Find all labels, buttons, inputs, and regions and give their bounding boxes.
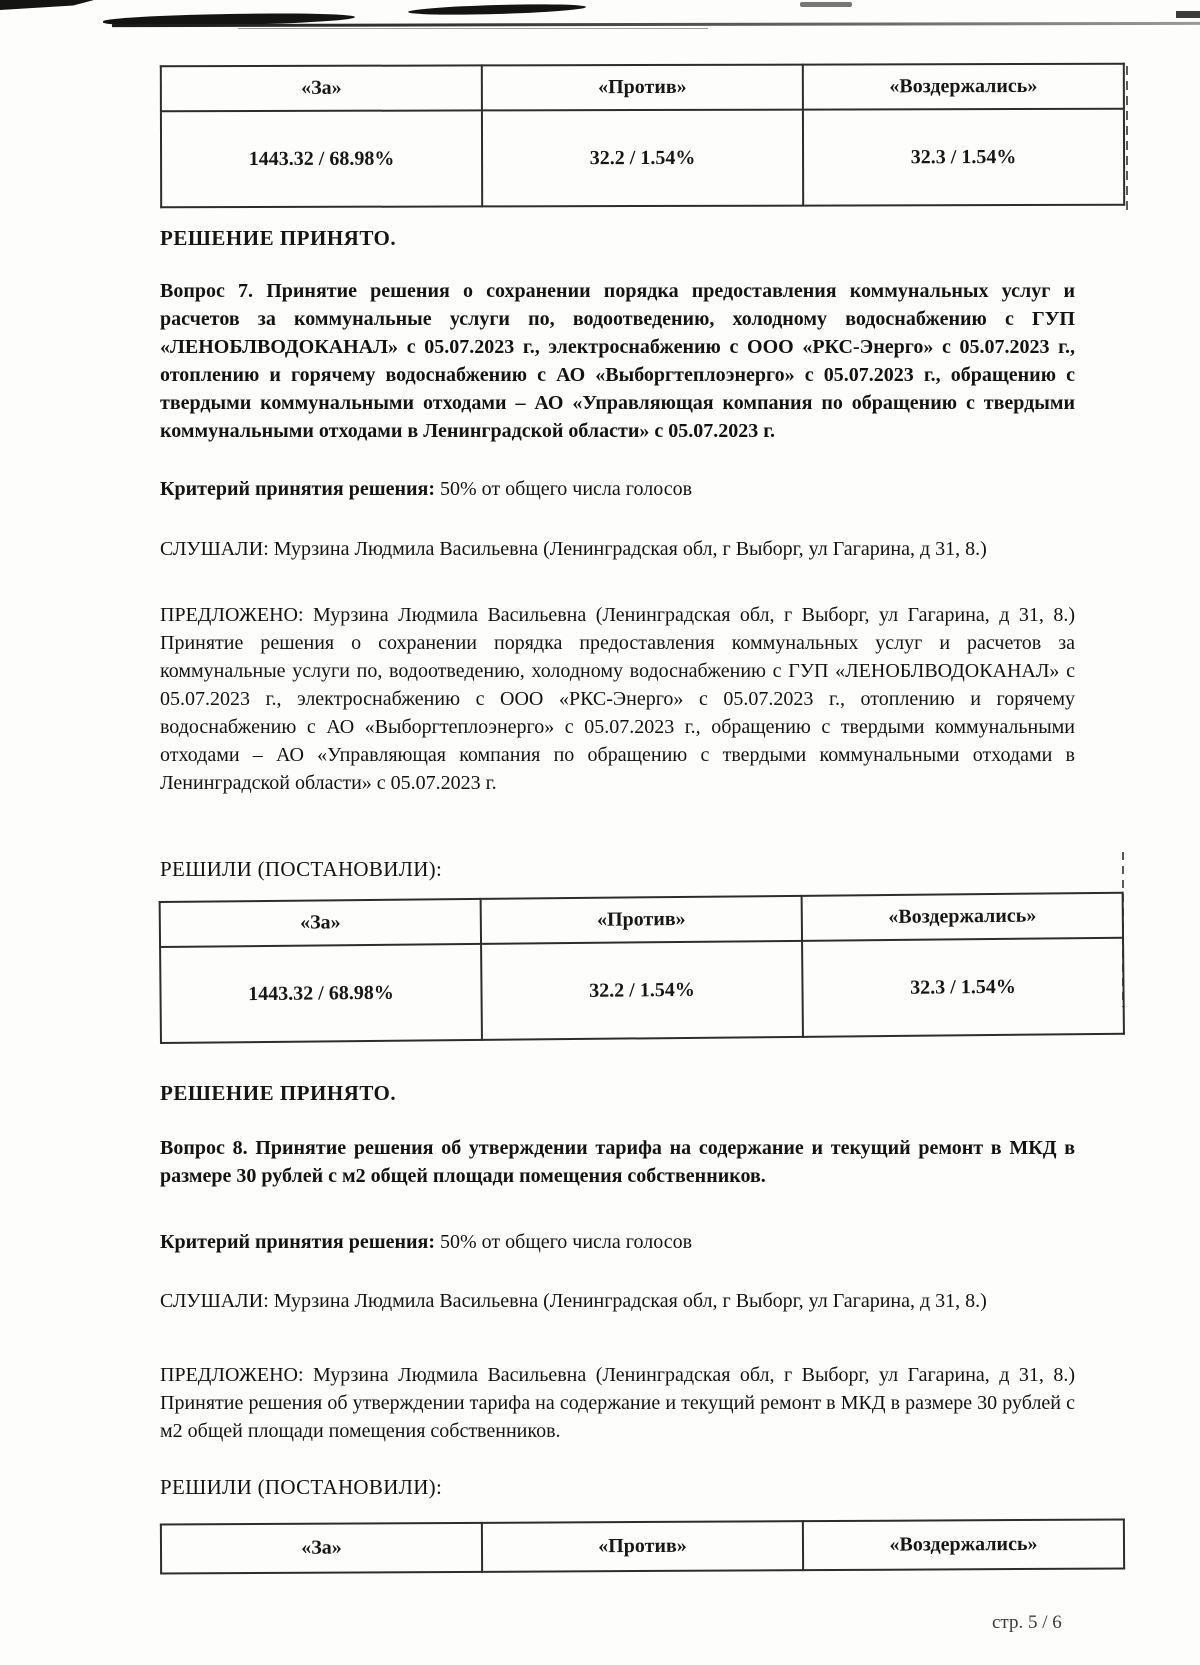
vote-header-za: «За» — [160, 899, 481, 947]
vote-table-value-row — [160, 938, 1124, 1043]
scan-artifact — [1176, 11, 1200, 18]
vote-results-table-q7 — [159, 892, 1128, 1044]
resolved-label-q8: РЕШИЛИ (ПОСТАНОВИЛИ): — [160, 1475, 443, 1499]
vote-value-vozderzhalis: 32.3 / 1.54% — [802, 938, 1124, 1037]
criterion-line — [160, 1228, 1075, 1256]
vote-table-header-row — [161, 64, 1124, 112]
vote-results-table-q6 — [160, 63, 1128, 209]
slushali-paragraph-q7: СЛУШАЛИ: Мурзина Людмила Васильевна (Ленинградская обл, г Выборг, ул Гагарина, д 31, 8.) — [160, 538, 987, 560]
criterion-value: 50% от общего числа голосов — [435, 478, 693, 500]
vote-header-vozderzhalis: «Воздержались» — [803, 1519, 1124, 1570]
decision-accepted-text: РЕШЕНИЕ ПРИНЯТО. — [160, 226, 397, 250]
vote-value-vozderzhalis: 32.3 / 1.54% — [803, 109, 1124, 206]
vote-table-value-row — [161, 109, 1124, 208]
vote-header-protiv: «Против» — [482, 65, 803, 111]
question-7-title: Вопрос 7. Принятие решения о сохранении порядка предоставления коммунальных услуг и расчетов за коммунальные услуги по, водоотведению, холодному водоснабжению с ГУП «ЛЕНОБЛВОДОКАНАЛ» с 05.07.2023 г., электроснабжению с ООО «РКС-Энерго» с 05.07.2023 г., отоплению и горячему водоснабжению с АО «Выборгтеплоэнерго» с 05.07.2023 г., обращению с твердыми коммунальными отходами – АО «Управляющая компания по обращению с твердыми коммунальными отходами в Ленинградской области» с 05.07.2023 г. — [160, 280, 1075, 442]
vote-value-protiv: 32.2 / 1.54% — [481, 941, 803, 1040]
vote-header-protiv: «Против» — [482, 1521, 803, 1572]
vote-header-za: «За» — [161, 65, 482, 111]
vote-header-za: «За» — [161, 1523, 482, 1574]
resolved-label-q7: РЕШИЛИ (ПОСТАНОВИЛИ): — [160, 857, 443, 881]
scan-artifact — [0, 0, 94, 10]
predlozheno-paragraph-q7: ПРЕДЛОЖЕНО: Мурзина Людмила Васильевна (Ленинградская обл, г Выборг, ул Гагарина, д 31, 8.) Принятие решения о сохранении порядка предоставления коммунальных услуг и расчетов за коммунальные услуги по, водоотведению, холодному водоснабжению с ГУП «ЛЕНОБЛВОДОКАНАЛ» с 05.07.2023 г., электроснабжению с ООО «РКС-Энерго» с 05.07.2023 г., отоплению и горячему водоснабжению с АО «Выборгтеплоэнерго» с 05.07.2023 г., обращению с твердыми коммунальными отходами – АО «Управляющая компания по обращению с твердыми коммунальными отходами в Ленинградской области» с 05.07.2023 г. — [160, 604, 1075, 794]
question-8-title: Вопрос 8. Принятие решения об утверждении тарифа на содержание и текущий ремонт в МКД в размере 30 рублей с м2 общей площади помещения собственников. — [160, 1137, 1075, 1187]
vote-value-za: 1443.32 / 68.98% — [160, 944, 482, 1043]
criterion-label: Критерий принятия решения: — [160, 478, 435, 500]
vote-value-za: 1443.32 / 68.98% — [161, 110, 482, 207]
vote-results-table-q8 — [160, 1518, 1128, 1574]
criterion-label: Критерий принятия решения: — [160, 1231, 435, 1253]
vote-table-header-row — [161, 1519, 1124, 1573]
vote-value-protiv: 32.2 / 1.54% — [482, 110, 803, 207]
slushali-paragraph-q8: СЛУШАЛИ: Мурзина Людмила Васильевна (Ленинградская обл, г Выборг, ул Гагарина, д 31, 8.) — [160, 1290, 987, 1312]
criterion-value: 50% от общего числа голосов — [435, 1231, 693, 1253]
criterion-line — [160, 475, 1075, 503]
decision-accepted-text: РЕШЕНИЕ ПРИНЯТО. — [160, 1081, 397, 1105]
vote-header-vozderzhalis: «Воздержались» — [803, 64, 1124, 110]
predlozheno-paragraph-q8: ПРЕДЛОЖЕНО: Мурзина Людмила Васильевна (Ленинградская обл, г Выборг, ул Гагарина, д 31, 8.) Принятие решения об утверждении тарифа на содержание и текущий ремонт в МКД в размере 30 рублей с м2 общей площади помещения собственников. — [160, 1364, 1075, 1442]
page-number: стр. 5 / 6 — [992, 1612, 1062, 1633]
vote-header-vozderzhalis: «Воздержались» — [802, 893, 1123, 941]
vote-header-protiv: «Против» — [481, 896, 802, 944]
